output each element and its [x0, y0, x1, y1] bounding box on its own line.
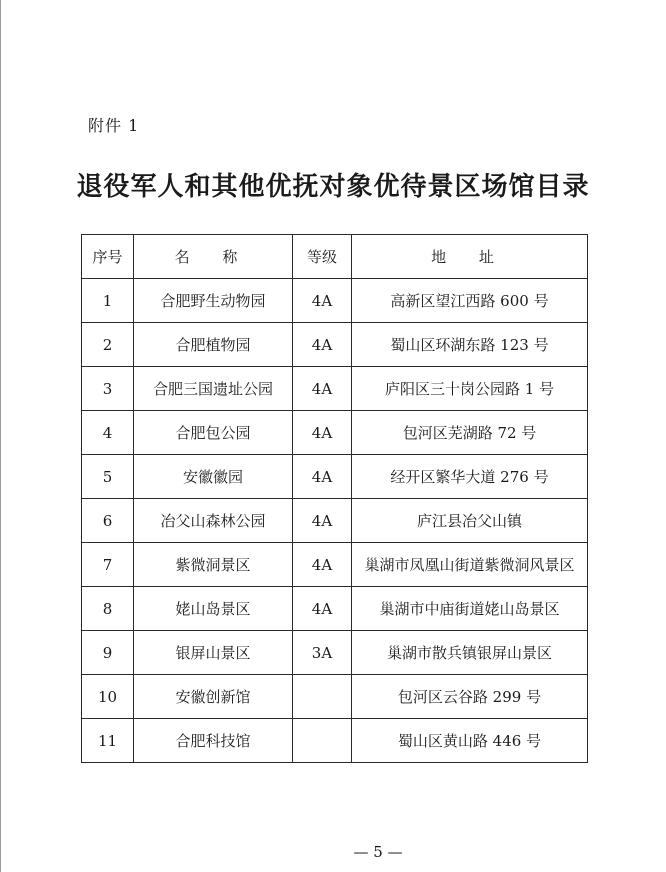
cell-grade: [293, 719, 352, 763]
cell-address: 巢湖市散兵镇银屏山景区: [352, 631, 588, 675]
attachment-label: 附件 1: [88, 116, 140, 135]
document-title: 退役军人和其他优抚对象优待景区场馆目录: [76, 172, 590, 202]
cell-name: 合肥三国遗址公园: [134, 367, 293, 411]
table-row: [82, 543, 588, 587]
cell-no: 11: [82, 719, 134, 763]
table-row: [82, 631, 588, 675]
cell-name: 银屏山景区: [134, 631, 293, 675]
table-row: [82, 279, 588, 323]
cell-grade: 4A: [293, 279, 352, 323]
header-name: 名 称: [134, 235, 293, 279]
table-row: [82, 323, 588, 367]
cell-address: 包河区云谷路 299 号: [352, 675, 588, 719]
cell-grade: 4A: [293, 323, 352, 367]
cell-address: 庐江县冶父山镇: [352, 499, 588, 543]
cell-address: 巢湖市中庙街道姥山岛景区: [352, 587, 588, 631]
catalog-table: [81, 234, 588, 763]
cell-grade: 4A: [293, 367, 352, 411]
cell-address: 高新区望江西路 600 号: [352, 279, 588, 323]
cell-no: 5: [82, 455, 134, 499]
table-row: [82, 675, 588, 719]
table-header-row: [82, 235, 588, 279]
cell-address: 巢湖市凤凰山街道紫微洞风景区: [352, 543, 588, 587]
cell-grade: 4A: [293, 455, 352, 499]
header-grade: 等级: [293, 235, 352, 279]
table-row: [82, 499, 588, 543]
cell-address: 蜀山区黄山路 446 号: [352, 719, 588, 763]
cell-name: 合肥野生动物园: [134, 279, 293, 323]
cell-address: 庐阳区三十岗公园路 1 号: [352, 367, 588, 411]
header-address: 地 址: [352, 235, 588, 279]
cell-grade: 4A: [293, 543, 352, 587]
page-edge-line: [0, 0, 1, 872]
cell-no: 3: [82, 367, 134, 411]
cell-name: 合肥科技馆: [134, 719, 293, 763]
cell-no: 6: [82, 499, 134, 543]
page-number: — 5 —: [353, 843, 403, 861]
cell-grade: 4A: [293, 499, 352, 543]
cell-address: 经开区繁华大道 276 号: [352, 455, 588, 499]
cell-name: 冶父山森林公园: [134, 499, 293, 543]
cell-no: 1: [82, 279, 134, 323]
table-row: [82, 719, 588, 763]
cell-grade: 4A: [293, 587, 352, 631]
cell-address: 包河区芜湖路 72 号: [352, 411, 588, 455]
cell-name: 紫微洞景区: [134, 543, 293, 587]
cell-name: 合肥包公园: [134, 411, 293, 455]
cell-no: 4: [82, 411, 134, 455]
cell-name: 安徽创新馆: [134, 675, 293, 719]
cell-no: 8: [82, 587, 134, 631]
header-no: 序号: [82, 235, 134, 279]
cell-grade: [293, 675, 352, 719]
cell-name: 合肥植物园: [134, 323, 293, 367]
cell-no: 7: [82, 543, 134, 587]
cell-no: 2: [82, 323, 134, 367]
table-row: [82, 367, 588, 411]
cell-grade: 4A: [293, 411, 352, 455]
cell-address: 蜀山区环湖东路 123 号: [352, 323, 588, 367]
cell-grade: 3A: [293, 631, 352, 675]
cell-name: 姥山岛景区: [134, 587, 293, 631]
table-row: [82, 411, 588, 455]
table-row: [82, 455, 588, 499]
table-row: [82, 587, 588, 631]
cell-no: 9: [82, 631, 134, 675]
cell-no: 10: [82, 675, 134, 719]
cell-name: 安徽徽园: [134, 455, 293, 499]
